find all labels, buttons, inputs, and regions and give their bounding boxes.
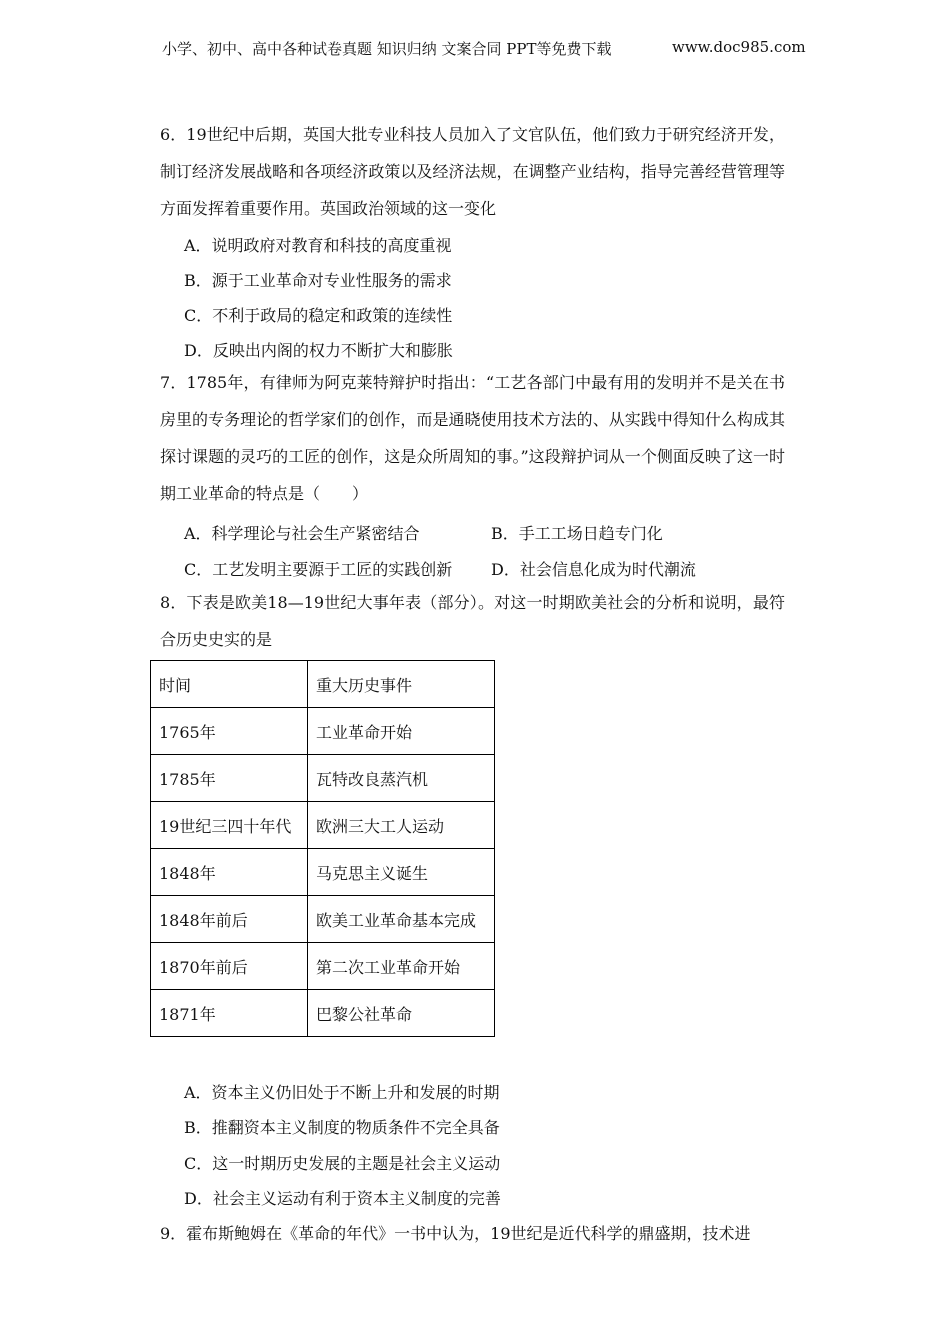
header-site-url[interactable]: www.doc985.com — [672, 38, 806, 56]
question-8-option-a: A．资本主义仍旧处于不断上升和发展的时期 — [184, 1083, 500, 1102]
table-cell-event: 瓦特改良蒸汽机 — [308, 755, 495, 802]
question-7-option-d: D．社会信息化成为时代潮流 — [491, 560, 696, 579]
table-cell-event: 马克思主义诞生 — [308, 849, 495, 896]
question-8-option-b: B．推翻资本主义制度的物质条件不完全具备 — [184, 1118, 500, 1137]
table-cell-time: 1870年前后 — [151, 943, 308, 990]
table-header-row — [151, 661, 495, 708]
table-row — [151, 755, 495, 802]
table-cell-event: 欧洲三大工人运动 — [308, 802, 495, 849]
question-8-option-c: C．这一时期历史发展的主题是社会主义运动 — [184, 1154, 501, 1173]
question-8-option-d: D．社会主义运动有利于资本主义制度的完善 — [184, 1189, 501, 1208]
question-7-stem: 7．1785年，有律师为阿克莱特辩护时指出：“工艺各部门中最有用的发明并不是关在书房里的专务理论的哲学家们的创作，而是通晓使用技术方法的、从实践中得知什么构成其探讨课题的灵巧的工匠的创作，这是众所周知的事。”这段辩护词从一个侧面反映了这一时期工业革命的特点是（ ） — [160, 373, 785, 503]
table-cell-event: 欧美工业革命基本完成 — [308, 896, 495, 943]
history-events-table — [150, 660, 495, 1037]
table-cell-time: 1785年 — [151, 755, 308, 802]
table-header-event: 重大历史事件 — [308, 661, 495, 708]
question-8-stem: 8．下表是欧美18—19世纪大事年表（部分）。对这一时期欧美社会的分析和说明，最符合历史史实的是 — [160, 593, 785, 649]
table-header-time: 时间 — [151, 661, 308, 708]
question-9-stem: 9．霍布斯鲍姆在《革命的年代》一书中认为，19世纪是近代科学的鼎盛期，技术进 — [160, 1224, 751, 1243]
table-row — [151, 896, 495, 943]
table-row — [151, 708, 495, 755]
table-cell-time: 19世纪三四十年代 — [151, 802, 308, 849]
table-cell-time: 1848年前后 — [151, 896, 308, 943]
question-6-option-d: D．反映出内阁的权力不断扩大和膨胀 — [184, 341, 453, 360]
table-cell-time: 1871年 — [151, 990, 308, 1037]
question-6-stem: 6．19世纪中后期，英国大批专业科技人员加入了文官队伍，他们致力于研究经济开发，制订经济发展战略和各项经济政策以及经济法规，在调整产业结构，指导完善经营管理等方面发挥着重要作用。英国政治领域的这一变化 — [160, 125, 785, 218]
table-cell-event: 第二次工业革命开始 — [308, 943, 495, 990]
question-6-option-a: A．说明政府对教育和科技的高度重视 — [184, 236, 452, 255]
table-cell-event: 巴黎公社革命 — [308, 990, 495, 1037]
table-cell-time: 1848年 — [151, 849, 308, 896]
header-text: 小学、初中、高中各种试卷真题 知识归纳 文案合同 PPT等免费下载 — [162, 40, 612, 58]
page-header — [162, 38, 806, 59]
question-7-option-a: A．科学理论与社会生产紧密结合 — [184, 524, 420, 543]
question-6-option-b: B．源于工业革命对专业性服务的需求 — [184, 271, 452, 290]
question-6-option-c: C．不利于政局的稳定和政策的连续性 — [184, 306, 453, 325]
table-row — [151, 802, 495, 849]
table-row — [151, 849, 495, 896]
question-7-option-b: B．手工工场日趋专门化 — [491, 524, 663, 543]
question-7-option-c: C．工艺发明主要源于工匠的实践创新 — [184, 560, 453, 579]
table-cell-event: 工业革命开始 — [308, 708, 495, 755]
table-cell-time: 1765年 — [151, 708, 308, 755]
table-row — [151, 990, 495, 1037]
table-row — [151, 943, 495, 990]
